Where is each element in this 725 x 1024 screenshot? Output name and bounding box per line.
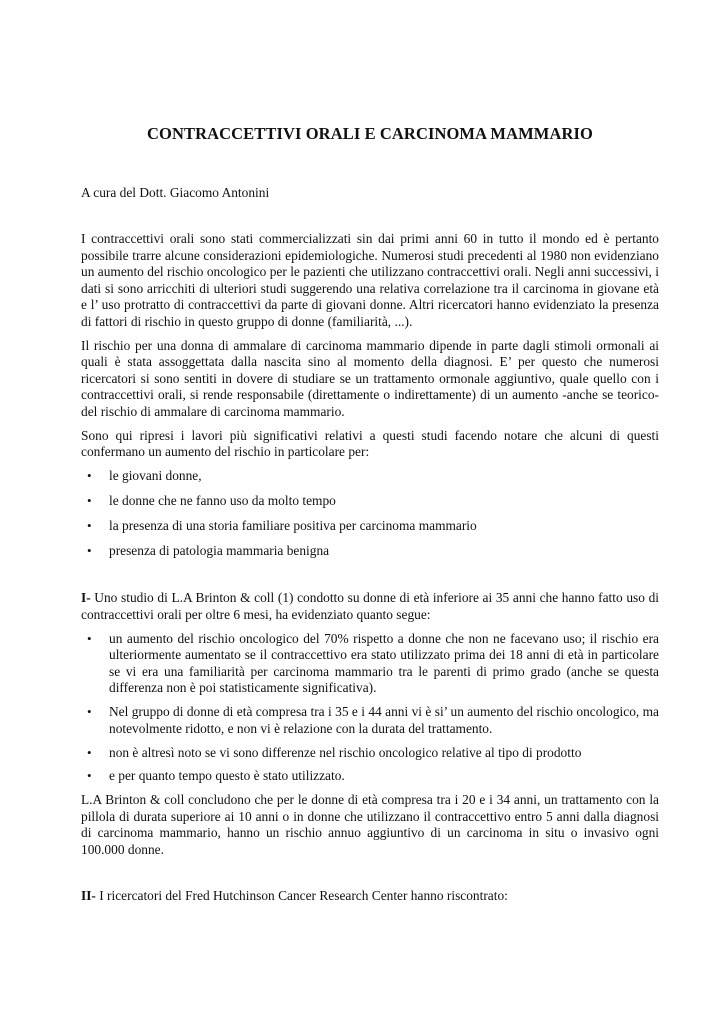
- document-author: A cura del Dott. Giacomo Antonini: [81, 185, 270, 200]
- list-item: • Nel gruppo di donne di età compresa tra i 35 e i 44 anni vi è si’ un aumento del rischio oncologico, ma notevolmente ridotto, e non vi è relazione con la durata del trattamento.: [81, 704, 659, 737]
- list-item: • le giovani donne,: [81, 468, 659, 485]
- document-body: [81, 231, 659, 911]
- section-1-text: Uno studio di L.A Brinton & coll (1) condotto su donne di età inferiore ai 35 anni che hanno fatto uso di contraccettivi orali per oltre 6 mesi, ha evidenziato quanto segue:: [81, 590, 659, 623]
- section-1-conclusion: L.A Brinton & coll concludono che per le donne di età compresa tra i 20 e i 34 anni, un trattamento con la pillola di durata superiore ai 10 anni o in donne che utilizzano il contraccettivo entro 5 anni dalla diagnosi di carcinoma mammario, hanno un rischio annuo aggiuntivo di un carcinoma in situ o invasivo ogni 100.000 donne.: [81, 792, 659, 857]
- paragraph-intro: I contraccettivi orali sono stati commercializzati sin dai primi anni 60 in tutto il mondo ed è pertanto possibile trarre alcune considerazioni epidemiologiche. Numerosi studi precedenti al 1980 non evidenziano un aumento del rischio oncologico per le pazienti che utilizzano contraccettivi orali. Negli anni successivi, i dati si sono arricchiti di ulteriori studi suggerendo una relativa correlazione tra il carcinoma in giovane età e l’ uso protratto di contraccettivi da parte di giovani donne. Altri ricercatori hanno evidenziato la presenza di fattori di rischio in questo gruppo di donne (familiarità, ...).: [81, 231, 659, 329]
- section-1-findings: [81, 631, 659, 785]
- section-2-intro: [81, 888, 659, 905]
- list-item: • la presenza di una storia familiare positiva per carcinoma mammario: [81, 518, 659, 535]
- section-2-label: II-: [81, 887, 96, 903]
- document-title: CONTRACCETTIVI ORALI E CARCINOMA MAMMARIO: [147, 124, 593, 143]
- list-item: • presenza di patologia mammaria benigna: [81, 543, 659, 560]
- list-item: • e per quanto tempo questo è stato utilizzato.: [81, 768, 659, 785]
- section-1-intro: [81, 590, 659, 623]
- list-item: • non è altresì noto se vi sono differenze nel rischio oncologico relative al tipo di prodotto: [81, 745, 659, 762]
- list-item: • un aumento del rischio oncologico del 70% rispetto a donne che non ne facevano uso; il rischio era ulteriormente aumentato se il contraccettivo era stato utilizzato prima dei 18 anni di età in particolare se vi era una familiarità per carcinoma mammario tra le parenti di primo grado (anche se questa differenza non è poi statisticamente significativa).: [81, 631, 659, 697]
- section-1-label: I-: [81, 590, 91, 606]
- risk-factor-list: [81, 468, 659, 560]
- paragraph-studies: Sono qui ripresi i lavori più significativi relativi a questi studi facendo notare che alcuni di questi confermano un aumento del rischio in particolare per:: [81, 427, 659, 460]
- list-item: • le donne che ne fanno uso da molto tempo: [81, 493, 659, 510]
- section-2-text: I ricercatori del Fred Hutchinson Cancer Research Center hanno riscontrato:: [95, 887, 508, 903]
- paragraph-hormonal-risk: Il rischio per una donna di ammalare di carcinoma mammario dipende in parte dagli stimoli ormonali ai quali è stata assoggettata dalla nascita sino al momento della diagnosi. E’ per questo che numerosi ricercatori si sono sentiti in dovere di studiare se un trattamento ormonale aggiuntivo, quale quello con i contraccettivi orali, si rende responsabile (direttamente o indirettamente) di un aumento -anche se teorico- del rischio di ammalare di carcinoma mammario.: [81, 337, 659, 419]
